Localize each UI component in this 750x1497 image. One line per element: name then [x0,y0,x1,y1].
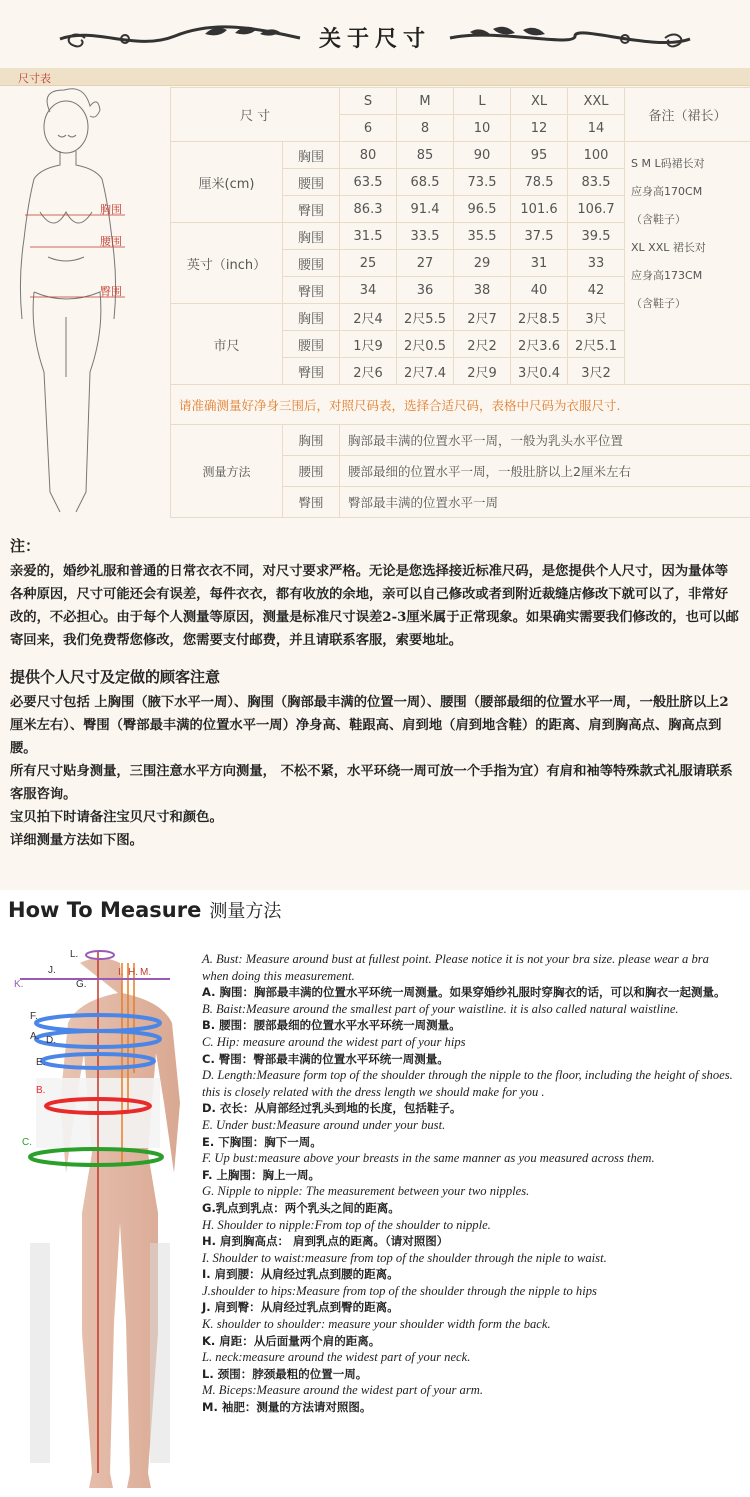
instruction-cn-g: G.乳点到乳点：两个乳头之间的距离。 [202,1200,400,1215]
instruction-en-e: E. Under bust:Measure around under your bust. [202,1117,446,1132]
table-cell: 2尺3.6 [511,331,568,358]
instruction-cn-d: D. 衣长：从肩部经过乳头到地的长度，包括鞋子。 [202,1101,462,1116]
row-label: 臀围 [283,277,340,304]
instruction-en-b: B. Baist:Measure around the smallest part of your waistline. it is also called natural waistline. [202,1001,679,1016]
table-cell: 2尺0.5 [397,331,454,358]
model-label-c: C. [22,1137,32,1148]
instruction-en-g: G. Nipple to nipple: The measurement between your two nipples. [202,1184,530,1199]
instruction-cn-f: F. 上胸围：胸上一周。 [202,1167,321,1182]
page-header [0,0,750,68]
group-label-shichi: 市尺 [171,304,283,385]
row-label: 臀围 [283,358,340,385]
notes-line: 详细测量方法如下图。 [10,833,143,848]
how-title-cn: 测量方法 [209,901,282,922]
model-label-d: D. [46,1035,56,1046]
remark-line: S M L码裙长对 [631,157,705,170]
instruction-cn-j: J. 肩到臀：从肩经过乳点到臀的距离。 [202,1300,399,1315]
notes-section [10,535,740,852]
model-label-h: H. [128,967,138,978]
table-cell: 2尺5.5 [397,304,454,331]
table-row [171,385,750,425]
group-label-inch: 英寸（inch） [171,223,283,304]
instruction-en-a: A. Bust: Measure around bust at fullest point. Please notice it is not your bra size. please wear a bra when doing this measurement. [202,952,709,983]
model-measurement-illustration [10,943,190,1488]
size-number-cell: 6 [340,115,397,142]
table-cell: 90 [454,142,511,169]
size-chart-tab-bar [0,68,750,86]
size-cell: M [397,88,454,115]
model-label-e: E. [36,1057,46,1068]
row-label: 胸围 [283,142,340,169]
method-desc: 腰部最细的位置水平一周，一般肚脐以上2厘米左右 [340,456,750,487]
size-cell: XL [511,88,568,115]
table-cell: 101.6 [511,196,568,223]
table-cell: 27 [397,250,454,277]
method-desc: 臀部最丰满的位置水平一周 [340,487,750,518]
table-cell: 39.5 [568,223,625,250]
size-chart-table [170,87,750,518]
row-label: 胸围 [283,223,340,250]
table-cell: 2尺9 [454,358,511,385]
method-label: 测量方法 [171,425,283,518]
table-cell: 42 [568,277,625,304]
remark-line: （含鞋子） [631,297,687,310]
notes-line: 所有尺寸贴身测量，三围注意水平方向测量， 不松不紧，水平环绕一周可放一个手指为宜）有肩和袖等特殊款式礼服请联系客服咨询。 [10,764,733,802]
remark-line: 应身高170CM [631,185,703,198]
measurement-instructions [202,951,737,1416]
table-cell: 33 [568,250,625,277]
page-title: 关于尺寸 [318,26,431,52]
table-cell: 29 [454,250,511,277]
table-cell: 2尺5.1 [568,331,625,358]
notes-line: 必要尺寸包括 上胸围（腋下水平一周）、胸围（胸部最丰满的位置一周）、腰围（腰部最细的位置水平一周，一般肚脐以上2厘米左右）、臀围（臀部最丰满的位置水平一周）净身高、鞋跟高、肩到地（肩到地含鞋）的距离、肩到胸高点、胸高点到腰。 [10,695,729,756]
figure-hip-label: 臀围 [100,285,122,298]
right-ornament-icon [445,24,695,50]
how-title-en: How To Measure [8,898,202,922]
group-label-cm: 厘米(cm) [171,142,283,223]
size-tip-text: 请准确测量好净身三围后，对照尺码表，选择合适尺码，表格中尺码为衣服尺寸. [171,385,750,425]
table-cell: 78.5 [511,169,568,196]
instruction-en-i: I. Shoulder to waist:measure from top of the shoulder through the niple to waist. [202,1250,607,1265]
table-cell: 91.4 [397,196,454,223]
model-label-a: A. [30,1031,40,1042]
table-cell: 36 [397,277,454,304]
remark-line: XL XXL 裙长对 [631,241,706,254]
row-label: 臀围 [283,196,340,223]
instruction-en-h: H. Shoulder to nipple:From top of the shoulder to nipple. [202,1217,491,1232]
table-cell: 2尺7.4 [397,358,454,385]
instruction-cn-k: K. 肩距：从后面量两个肩的距离。 [202,1333,381,1348]
table-cell: 106.7 [568,196,625,223]
remark-line: 应身高173CM [631,269,703,282]
size-cell: XXL [568,88,625,115]
size-header-label: 尺 寸 [171,88,340,142]
size-number-cell: 8 [397,115,454,142]
instruction-cn-e: E. 下胸围：胸下一周。 [202,1134,322,1149]
row-label: 腰围 [283,250,340,277]
table-cell: 83.5 [568,169,625,196]
table-cell: 63.5 [340,169,397,196]
table-cell: 80 [340,142,397,169]
remark-line: （含鞋子） [631,213,687,226]
model-label-l: L. [70,949,79,960]
table-cell: 35.5 [454,223,511,250]
instruction-en-f: F. Up bust:measure above your breasts in the same manner as you measured across them. [202,1151,655,1166]
table-cell: 2尺2 [454,331,511,358]
notes-heading: 注： [10,537,41,555]
row-label: 腰围 [283,456,340,487]
table-cell: 40 [511,277,568,304]
table-cell: 33.5 [397,223,454,250]
table-cell: 3尺 [568,304,625,331]
notes-line: 宝贝拍下时请备注宝贝尺寸和颜色。 [10,810,223,825]
table-cell: 73.5 [454,169,511,196]
notes-paragraph: 亲爱的，婚纱礼服和普通的日常衣衣不同，对尺寸要求严格。无论是您选择接近标准尺码，是您提供个人尺寸，因为量体等各种原因，尺寸可能还会有误差，每件衣衣，都有收放的余地，亲可以自己修改或者到附近裁缝店修改下就可以了，非常好改的，不必担心。由于每个人测量等原因，测量是标准尺寸误差2-3厘米属于正常现象。如果确实需要我们修改的，也可以邮寄回来，我们免费帮您修改，您需要支付邮费，并且请联系客服，索要地址。 [10,564,739,648]
model-label-g: G. [76,979,87,990]
instruction-cn-l: L. 颈围：脖颈最粗的位置一周。 [202,1366,368,1381]
model-label-f: F. [30,1011,38,1022]
instruction-cn-m: M. 袖肥：测量的方法请对照图。 [202,1400,372,1415]
size-cell: S [340,88,397,115]
how-to-measure-section [0,893,750,1497]
row-label: 腰围 [283,331,340,358]
instruction-cn-h: H. 肩到胸高点： 肩到乳点的距离。（请对照图） [202,1234,449,1249]
model-label-j: J. [48,965,56,976]
table-cell: 3尺0.4 [511,358,568,385]
instruction-cn-a: A. 胸围：胸部最丰满的位置水平环统一周测量。如果穿婚纱礼服时穿胸衣的话，可以和胸衣一起测量。 [202,985,726,1000]
table-cell: 2尺6 [340,358,397,385]
table-row [171,142,750,169]
table-cell: 2尺4 [340,304,397,331]
table-cell: 86.3 [340,196,397,223]
table-cell: 37.5 [511,223,568,250]
table-cell: 25 [340,250,397,277]
model-label-b: B. [36,1085,46,1096]
table-cell: 96.5 [454,196,511,223]
instruction-en-c: C. Hip: measure around the widest part of your hips [202,1034,466,1049]
table-cell: 100 [568,142,625,169]
row-label: 臀围 [283,487,340,518]
table-cell: 31.5 [340,223,397,250]
instruction-en-k: K. shoulder to shoulder: measure your shoulder width form the back. [202,1317,551,1332]
figure-waist-label: 腰围 [100,235,122,248]
table-cell: 3尺2 [568,358,625,385]
model-label-m: M. [140,967,152,978]
row-label: 腰围 [283,169,340,196]
table-row [171,88,750,115]
instruction-en-l: L. neck:measure around the widest part of your neck. [202,1350,471,1365]
table-cell: 2尺8.5 [511,304,568,331]
instruction-cn-c: C. 臀围：臀部最丰满的位置水平环统一周测量。 [202,1051,449,1066]
instruction-en-j: J.shoulder to hips:Measure from top of the shoulder through the nipple to hips [202,1283,597,1298]
table-cell: 38 [454,277,511,304]
table-cell: 85 [397,142,454,169]
instruction-cn-i: I. 肩到腰：从肩经过乳点到腰的距离。 [202,1267,399,1282]
row-label: 胸围 [283,304,340,331]
table-row [171,425,750,456]
instruction-cn-b: B. 腰围：腰部最细的位置水平水平环统一周测量。 [202,1018,461,1033]
how-to-measure-title [8,897,281,923]
table-cell: 95 [511,142,568,169]
row-label: 胸围 [283,425,340,456]
figure-bust-label: 胸围 [100,203,122,216]
remark-cell [625,142,750,385]
model-label-i: I. [118,967,124,978]
size-number-cell: 10 [454,115,511,142]
size-cell: L [454,88,511,115]
table-cell: 68.5 [397,169,454,196]
table-cell: 31 [511,250,568,277]
model-label-k: K. [14,979,24,990]
size-number-cell: 12 [511,115,568,142]
size-chart-tab[interactable]: 尺寸表 [18,72,51,85]
table-cell: 34 [340,277,397,304]
size-number-cell: 14 [568,115,625,142]
note-header-label: 备注（裙长） [625,88,750,142]
method-desc: 胸部最丰满的位置水平一周，一般为乳头水平位置 [340,425,750,456]
table-cell: 1尺9 [340,331,397,358]
instruction-en-m: M. Biceps:Measure around the widest part of your arm. [202,1383,483,1398]
instruction-en-d: D. Length:Measure form top of the shoulder through the nipple to the floor, including the height of shoes. this is closely related with the dress length we should make for you . [202,1068,733,1099]
custom-size-heading: 提供个人尺寸及定做的顾客注意 [10,668,221,686]
table-cell: 2尺7 [454,304,511,331]
body-figure-illustration [0,87,170,522]
